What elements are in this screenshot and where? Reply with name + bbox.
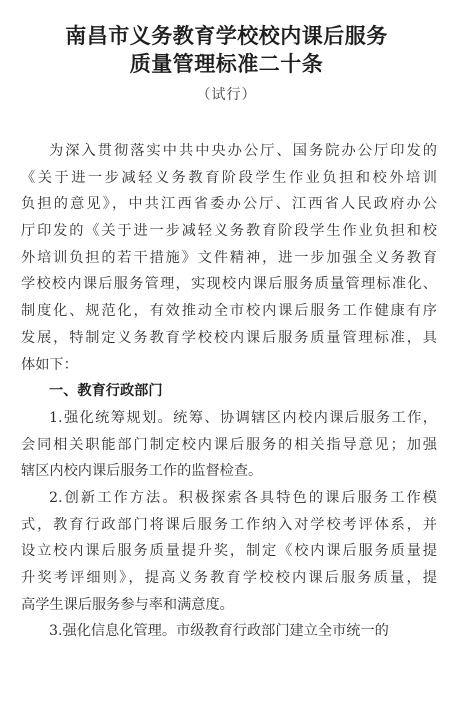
document-subtitle: （试行） (196, 87, 257, 103)
document-body (21, 138, 437, 645)
paragraph-line: 发展，特制定义务教育学校校内课后服务质量管理标准，具 (21, 329, 437, 346)
paragraph-line: 外培训负担的若干措施》文件精神，进一步加强全义务教育 (21, 249, 437, 266)
paragraph-line: 会同相关职能部门制定校内课后服务的相关指导意见；加强 (21, 436, 437, 453)
paragraph-line: 2.创新工作方法。积极探索各具特色的课后服务工作模 (49, 489, 437, 506)
paragraph-line: 升奖考评细则》，提高义务教育学校校内课后服务质量，提 (21, 570, 437, 586)
paragraph-line: 3.强化信息化管理。市级教育行政部门建立全市统一的 (49, 623, 389, 640)
document-title-line1: 南昌市义务教育学校校内课后服务 (65, 23, 388, 48)
paragraph-line: 辖区内校内课后服务工作的监督检查。 (21, 463, 263, 480)
paragraph-line: 1.强化统筹规划。统筹、协调辖区内校内课后服务工作， (49, 409, 437, 426)
paragraph-line: 《关于进一步减轻义务教育阶段学生作业负担和校外培训 (21, 169, 437, 186)
paragraph-line: 制度化、规范化，有效推动全市校内课后服务工作健康有序 (21, 303, 437, 320)
document-title-line2: 质量管理标准二十条 (129, 51, 324, 76)
paragraph-line: 负担的意见》，中共江西省委办公厅、江西省人民政府办公 (21, 196, 437, 213)
section-heading: 一、教育行政部门 (49, 383, 163, 400)
paragraph-line: 式，教育行政部门将课后服务工作纳入对学校考评体系，并 (21, 516, 437, 533)
paragraph-line: 体如下： (21, 356, 78, 373)
paragraph-line: 为深入贯彻落实中共中央办公厅、国务院办公厅印发的 (49, 143, 437, 159)
paragraph-line: 厅印发的《关于进一步减轻义务教育阶段学生作业负担和校 (21, 223, 437, 240)
paragraph-line: 设立校内课后服务质量提升奖，制定《校内课后服务质量提 (21, 543, 437, 560)
paragraph-line: 学校校内课后服务管理，实现校内课后服务质量管理标准化、 (21, 276, 437, 293)
paragraph-line: 高学生课后服务参与率和满意度。 (21, 596, 234, 613)
